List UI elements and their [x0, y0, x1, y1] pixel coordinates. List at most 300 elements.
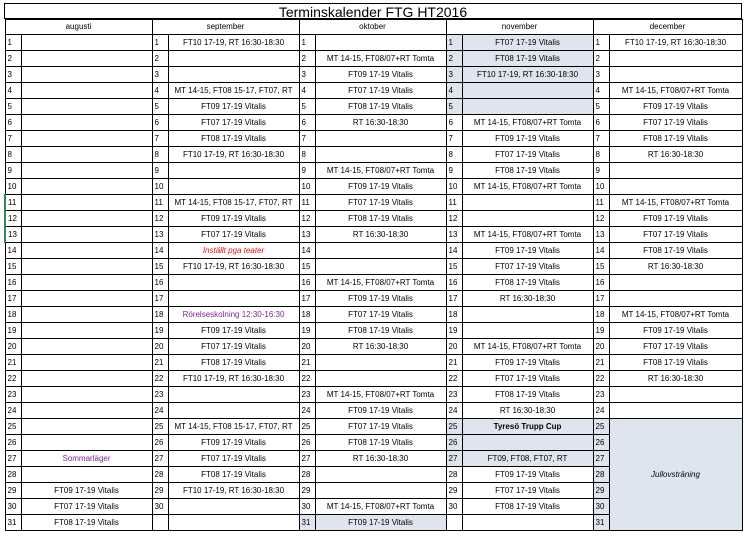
event-cell-september: FT08 17-19 Vitalis: [168, 467, 299, 483]
event-cell-september: [168, 179, 299, 195]
day-number-december: 31: [593, 515, 609, 531]
event-cell-november: [462, 435, 593, 451]
event-cell-augusti: [21, 99, 152, 115]
day-number-oktober: 24: [299, 403, 315, 419]
event-cell-september: [168, 163, 299, 179]
event-cell-oktober: [315, 259, 446, 275]
day-number-augusti: 20: [5, 339, 21, 355]
event-cell-november: FT09, FT08, FT07, RT: [462, 451, 593, 467]
day-number-december: 19: [593, 323, 609, 339]
day-number-november: 23: [446, 387, 462, 403]
day-number-oktober: 23: [299, 387, 315, 403]
day-number-november: 24: [446, 403, 462, 419]
day-number-december: 24: [593, 403, 609, 419]
event-cell-november: FT09 17-19 Vitalis: [462, 131, 593, 147]
calendar-row: [5, 163, 742, 179]
event-cell-augusti: [21, 467, 152, 483]
event-cell-oktober: MT 14-15, FT08/07+RT Tomta: [315, 275, 446, 291]
day-number-oktober: 16: [299, 275, 315, 291]
event-cell-oktober: FT08 17-19 Vitalis: [315, 99, 446, 115]
event-cell-december: FT09 17-19 Vitalis: [609, 99, 742, 115]
day-number-december: 23: [593, 387, 609, 403]
event-cell-september: [168, 515, 299, 531]
calendar-row: [5, 291, 742, 307]
event-cell-september: FT09 17-19 Vitalis: [168, 323, 299, 339]
event-cell-oktober: RT 16:30-18:30: [315, 227, 446, 243]
event-cell-november: RT 16:30-18:30: [462, 403, 593, 419]
event-cell-november: MT 14-15, FT08/07+RT Tomta: [462, 115, 593, 131]
day-number-september: 29: [152, 483, 168, 499]
day-number-oktober: 7: [299, 131, 315, 147]
event-cell-augusti: [21, 195, 152, 211]
day-number-november: 25: [446, 419, 462, 435]
day-number-augusti: 25: [5, 419, 21, 435]
event-cell-augusti: [21, 291, 152, 307]
day-number-december: 29: [593, 483, 609, 499]
day-number-september: 18: [152, 307, 168, 323]
day-number-augusti: 9: [5, 163, 21, 179]
event-cell-september: [168, 403, 299, 419]
day-number-augusti: 3: [5, 67, 21, 83]
day-number-november: 8: [446, 147, 462, 163]
calendar-row: [5, 403, 742, 419]
calendar-row: [5, 323, 742, 339]
day-number-oktober: 8: [299, 147, 315, 163]
event-cell-oktober: [315, 467, 446, 483]
day-number-november: 4: [446, 83, 462, 99]
day-number-november: 15: [446, 259, 462, 275]
day-number-november: 12: [446, 211, 462, 227]
day-number-september: 13: [152, 227, 168, 243]
event-cell-november: FT08 17-19 Vitalis: [462, 51, 593, 67]
event-cell-november: MT 14-15, FT08/07+RT Tomta: [462, 227, 593, 243]
event-cell-oktober: FT08 17-19 Vitalis: [315, 211, 446, 227]
event-cell-augusti: [21, 339, 152, 355]
day-number-oktober: 25: [299, 419, 315, 435]
day-number-november: 18: [446, 307, 462, 323]
day-number-september: 17: [152, 291, 168, 307]
day-number-november: 14: [446, 243, 462, 259]
event-cell-oktober: MT 14-15, FT08/07+RT Tomta: [315, 163, 446, 179]
event-cell-november: [462, 307, 593, 323]
calendar-row: [5, 147, 742, 163]
event-cell-oktober: [315, 483, 446, 499]
event-cell-december: FT09 17-19 Vitalis: [609, 323, 742, 339]
event-cell-december: RT 16:30-18:30: [609, 371, 742, 387]
calendar-row: [5, 35, 742, 51]
event-cell-augusti: [21, 435, 152, 451]
day-number-november: 27: [446, 451, 462, 467]
day-number-december: 3: [593, 67, 609, 83]
event-cell-augusti: [21, 147, 152, 163]
day-number-december: 8: [593, 147, 609, 163]
event-cell-september: FT09 17-19 Vitalis: [168, 435, 299, 451]
event-cell-september: FT09 17-19 Vitalis: [168, 211, 299, 227]
event-cell-november: FT08 17-19 Vitalis: [462, 387, 593, 403]
event-cell-augusti: [21, 259, 152, 275]
day-number-december: 1: [593, 35, 609, 51]
event-cell-december: FT08 17-19 Vitalis: [609, 131, 742, 147]
day-number-september: 4: [152, 83, 168, 99]
day-number-december: 26: [593, 435, 609, 451]
day-number-augusti: 28: [5, 467, 21, 483]
event-cell-december: FT07 17-19 Vitalis: [609, 339, 742, 355]
event-cell-september: FT08 17-19 Vitalis: [168, 355, 299, 371]
day-number-september: 28: [152, 467, 168, 483]
day-number-november: [446, 515, 462, 531]
day-number-oktober: 26: [299, 435, 315, 451]
month-header-row: [5, 20, 742, 35]
day-number-augusti: 13: [5, 227, 21, 243]
day-number-december: 11: [593, 195, 609, 211]
calendar-row: [5, 419, 742, 435]
day-number-oktober: 13: [299, 227, 315, 243]
event-cell-september: [168, 51, 299, 67]
day-number-oktober: 3: [299, 67, 315, 83]
day-number-oktober: 4: [299, 83, 315, 99]
event-cell-oktober: [315, 35, 446, 51]
day-number-december: 22: [593, 371, 609, 387]
event-cell-augusti: [21, 35, 152, 51]
month-header-oktober: oktober: [299, 20, 446, 35]
event-cell-september: [168, 275, 299, 291]
day-number-oktober: 17: [299, 291, 315, 307]
day-number-december: 25: [593, 419, 609, 435]
day-number-september: [152, 515, 168, 531]
day-number-december: 6: [593, 115, 609, 131]
day-number-december: 7: [593, 131, 609, 147]
event-cell-december: RT 16:30-18:30: [609, 259, 742, 275]
event-cell-december: FT07 17-19 Vitalis: [609, 227, 742, 243]
calendar-row: [5, 51, 742, 67]
event-cell-december: FT09 17-19 Vitalis: [609, 211, 742, 227]
event-cell-augusti: [21, 355, 152, 371]
day-number-oktober: 22: [299, 371, 315, 387]
calendar-row: [5, 355, 742, 371]
calendar-row: [5, 339, 742, 355]
day-number-augusti: 11: [5, 195, 21, 211]
day-number-augusti: 22: [5, 371, 21, 387]
day-number-december: 4: [593, 83, 609, 99]
day-number-november: 9: [446, 163, 462, 179]
day-number-oktober: 27: [299, 451, 315, 467]
day-number-september: 23: [152, 387, 168, 403]
day-number-augusti: 23: [5, 387, 21, 403]
calendar-row: [5, 195, 742, 211]
event-cell-november: FT08 17-19 Vitalis: [462, 163, 593, 179]
event-cell-augusti: [21, 115, 152, 131]
event-cell-oktober: [315, 131, 446, 147]
event-cell-augusti: FT07 17-19 Vitalis: [21, 499, 152, 515]
calendar-row: [5, 179, 742, 195]
event-cell-november: FT07 17-19 Vitalis: [462, 147, 593, 163]
day-number-december: 5: [593, 99, 609, 115]
event-cell-augusti: [21, 307, 152, 323]
day-number-september: 10: [152, 179, 168, 195]
calendar-title: Terminskalender FTG HT2016: [4, 3, 742, 19]
day-number-september: 8: [152, 147, 168, 163]
event-cell-augusti: [21, 211, 152, 227]
day-number-augusti: 26: [5, 435, 21, 451]
day-number-november: 29: [446, 483, 462, 499]
day-number-november: 7: [446, 131, 462, 147]
event-cell-september: FT08 17-19 Vitalis: [168, 131, 299, 147]
day-number-augusti: 5: [5, 99, 21, 115]
day-number-september: 14: [152, 243, 168, 259]
event-cell-december: FT08 17-19 Vitalis: [609, 243, 742, 259]
day-number-augusti: 21: [5, 355, 21, 371]
event-cell-oktober: [315, 243, 446, 259]
day-number-oktober: 11: [299, 195, 315, 211]
day-number-september: 9: [152, 163, 168, 179]
event-cell-september: FT10 17-19, RT 16:30-18:30: [168, 483, 299, 499]
day-number-september: 1: [152, 35, 168, 51]
event-cell-september: Rörelseskolning 12:30-16:30: [168, 307, 299, 323]
event-cell-oktober: FT09 17-19 Vitalis: [315, 515, 446, 531]
event-cell-augusti: [21, 419, 152, 435]
event-cell-augusti: [21, 323, 152, 339]
day-number-oktober: 18: [299, 307, 315, 323]
event-cell-november: FT07 17-19 Vitalis: [462, 483, 593, 499]
event-cell-augusti: [21, 131, 152, 147]
day-number-september: 6: [152, 115, 168, 131]
event-cell-oktober: [315, 355, 446, 371]
event-cell-augusti: [21, 83, 152, 99]
day-number-augusti: 6: [5, 115, 21, 131]
event-cell-november: MT 14-15, FT08/07+RT Tomta: [462, 339, 593, 355]
day-number-augusti: 18: [5, 307, 21, 323]
calendar-row: [5, 67, 742, 83]
event-cell-december: [609, 67, 742, 83]
day-number-oktober: 14: [299, 243, 315, 259]
day-number-december: 12: [593, 211, 609, 227]
event-cell-augusti: [21, 179, 152, 195]
calendar-row: [5, 243, 742, 259]
event-cell-november: FT09 17-19 Vitalis: [462, 467, 593, 483]
day-number-augusti: 30: [5, 499, 21, 515]
event-cell-augusti: [21, 51, 152, 67]
day-number-november: 3: [446, 67, 462, 83]
day-number-augusti: 7: [5, 131, 21, 147]
day-number-september: 27: [152, 451, 168, 467]
event-cell-november: FT08 17-19 Vitalis: [462, 275, 593, 291]
day-number-november: 5: [446, 99, 462, 115]
event-cell-augusti: [21, 243, 152, 259]
day-number-augusti: 15: [5, 259, 21, 275]
day-number-augusti: 27: [5, 451, 21, 467]
calendar-row: [5, 131, 742, 147]
day-number-september: 25: [152, 419, 168, 435]
event-cell-oktober: FT09 17-19 Vitalis: [315, 403, 446, 419]
event-cell-september: FT10 17-19, RT 16:30-18:30: [168, 35, 299, 51]
event-cell-augusti: [21, 387, 152, 403]
event-cell-oktober: FT07 17-19 Vitalis: [315, 83, 446, 99]
event-cell-oktober: [315, 147, 446, 163]
day-number-oktober: 28: [299, 467, 315, 483]
day-number-augusti: 31: [5, 515, 21, 531]
event-cell-november: [462, 323, 593, 339]
event-cell-augusti: [21, 371, 152, 387]
event-cell-september: MT 14-15, FT08 15-17, FT07, RT: [168, 419, 299, 435]
event-cell-december: [609, 51, 742, 67]
calendar-row: [5, 99, 742, 115]
day-number-november: 22: [446, 371, 462, 387]
event-cell-oktober: [315, 371, 446, 387]
day-number-december: 30: [593, 499, 609, 515]
day-number-november: 11: [446, 195, 462, 211]
day-number-december: 14: [593, 243, 609, 259]
day-number-september: 16: [152, 275, 168, 291]
event-cell-september: FT10 17-19, RT 16:30-18:30: [168, 371, 299, 387]
event-cell-december: FT08 17-19 Vitalis: [609, 355, 742, 371]
calendar-row: [5, 307, 742, 323]
event-cell-september: [168, 291, 299, 307]
event-cell-september: FT07 17-19 Vitalis: [168, 227, 299, 243]
event-cell-november: [462, 211, 593, 227]
event-cell-november: MT 14-15, FT08/07+RT Tomta: [462, 179, 593, 195]
day-number-oktober: 20: [299, 339, 315, 355]
event-cell-oktober: FT07 17-19 Vitalis: [315, 307, 446, 323]
event-cell-september: MT 14-15, FT08 15-17, FT07, RT: [168, 83, 299, 99]
event-cell-september: [168, 387, 299, 403]
day-number-oktober: 6: [299, 115, 315, 131]
event-cell-september: [168, 67, 299, 83]
day-number-augusti: 19: [5, 323, 21, 339]
event-cell-december: [609, 403, 742, 419]
calendar-row: [5, 211, 742, 227]
event-cell-oktober: RT 16:30-18:30: [315, 451, 446, 467]
event-cell-november: [462, 515, 593, 531]
calendar-row: [5, 83, 742, 99]
event-cell-oktober: FT09 17-19 Vitalis: [315, 179, 446, 195]
event-cell-november: [462, 99, 593, 115]
event-cell-december-jullov: Jullovsträning: [609, 419, 742, 531]
event-cell-november: Tyresö Trupp Cup: [462, 419, 593, 435]
month-header-augusti: augusti: [5, 20, 152, 35]
event-cell-november: FT07 17-19 Vitalis: [462, 371, 593, 387]
day-number-oktober: 12: [299, 211, 315, 227]
day-number-november: 10: [446, 179, 462, 195]
day-number-december: 21: [593, 355, 609, 371]
event-cell-november: [462, 83, 593, 99]
day-number-september: 20: [152, 339, 168, 355]
day-number-november: 1: [446, 35, 462, 51]
event-cell-november: [462, 195, 593, 211]
event-cell-oktober: FT08 17-19 Vitalis: [315, 323, 446, 339]
event-cell-november: FT07 17-19 Vitalis: [462, 35, 593, 51]
day-number-december: 17: [593, 291, 609, 307]
day-number-september: 19: [152, 323, 168, 339]
event-cell-oktober: FT07 17-19 Vitalis: [315, 195, 446, 211]
day-number-oktober: 29: [299, 483, 315, 499]
event-cell-oktober: MT 14-15, FT08/07+RT Tomta: [315, 499, 446, 515]
day-number-september: 11: [152, 195, 168, 211]
event-cell-december: MT 14-15, FT08/07+RT Tomta: [609, 195, 742, 211]
calendar-table: [4, 19, 743, 531]
day-number-september: 5: [152, 99, 168, 115]
day-number-augusti: 16: [5, 275, 21, 291]
day-number-augusti: 24: [5, 403, 21, 419]
day-number-november: 19: [446, 323, 462, 339]
event-cell-augusti: Sommarläger: [21, 451, 152, 467]
day-number-oktober: 30: [299, 499, 315, 515]
event-cell-september: MT 14-15, FT08 15-17, FT07, RT: [168, 195, 299, 211]
day-number-december: 10: [593, 179, 609, 195]
day-number-september: 21: [152, 355, 168, 371]
event-cell-september: FT10 17-19, RT 16:30-18:30: [168, 259, 299, 275]
event-cell-oktober: FT07 17-19 Vitalis: [315, 419, 446, 435]
event-cell-augusti: [21, 67, 152, 83]
event-cell-oktober: FT09 17-19 Vitalis: [315, 67, 446, 83]
day-number-augusti: 8: [5, 147, 21, 163]
day-number-augusti: 2: [5, 51, 21, 67]
day-number-oktober: 31: [299, 515, 315, 531]
event-cell-december: MT 14-15, FT08/07+RT Tomta: [609, 307, 742, 323]
day-number-augusti: 14: [5, 243, 21, 259]
day-number-november: 26: [446, 435, 462, 451]
day-number-september: 30: [152, 499, 168, 515]
day-number-november: 20: [446, 339, 462, 355]
day-number-december: 27: [593, 451, 609, 467]
day-number-oktober: 9: [299, 163, 315, 179]
day-number-september: 7: [152, 131, 168, 147]
day-number-september: 15: [152, 259, 168, 275]
calendar-row: [5, 259, 742, 275]
day-number-november: 17: [446, 291, 462, 307]
event-cell-oktober: MT 14-15, FT08/07+RT Tomta: [315, 387, 446, 403]
day-number-december: 28: [593, 467, 609, 483]
day-number-december: 9: [593, 163, 609, 179]
day-number-augusti: 17: [5, 291, 21, 307]
event-cell-oktober: RT 16:30-18:30: [315, 115, 446, 131]
day-number-september: 26: [152, 435, 168, 451]
day-number-september: 22: [152, 371, 168, 387]
day-number-augusti: 4: [5, 83, 21, 99]
day-number-november: 28: [446, 467, 462, 483]
month-header-november: november: [446, 20, 593, 35]
event-cell-september: FT07 17-19 Vitalis: [168, 115, 299, 131]
day-number-oktober: 15: [299, 259, 315, 275]
event-cell-november: FT10 17-19, RT 16:30-18:30: [462, 67, 593, 83]
day-number-september: 2: [152, 51, 168, 67]
event-cell-september: [168, 499, 299, 515]
event-cell-oktober: MT 14-15, FT08/07+RT Tomta: [315, 51, 446, 67]
day-number-augusti: 1: [5, 35, 21, 51]
day-number-december: 18: [593, 307, 609, 323]
month-header-september: september: [152, 20, 299, 35]
event-cell-augusti: [21, 227, 152, 243]
event-cell-december: [609, 387, 742, 403]
calendar-row: [5, 115, 742, 131]
event-cell-december: FT07 17-19 Vitalis: [609, 115, 742, 131]
event-cell-november: RT 16:30-18:30: [462, 291, 593, 307]
event-cell-december: RT 16:30-18:30: [609, 147, 742, 163]
event-cell-september: Inställt pga teater: [168, 243, 299, 259]
event-cell-oktober: FT08 17-19 Vitalis: [315, 435, 446, 451]
day-number-september: 24: [152, 403, 168, 419]
event-cell-september: FT09 17-19 Vitalis: [168, 99, 299, 115]
event-cell-september: FT07 17-19 Vitalis: [168, 339, 299, 355]
event-cell-oktober: FT09 17-19 Vitalis: [315, 291, 446, 307]
day-number-september: 12: [152, 211, 168, 227]
calendar-row: [5, 227, 742, 243]
day-number-december: 20: [593, 339, 609, 355]
calendar-row: [5, 371, 742, 387]
event-cell-november: FT09 17-19 Vitalis: [462, 355, 593, 371]
month-header-december: december: [593, 20, 742, 35]
day-number-oktober: 21: [299, 355, 315, 371]
event-cell-september: FT07 17-19 Vitalis: [168, 451, 299, 467]
